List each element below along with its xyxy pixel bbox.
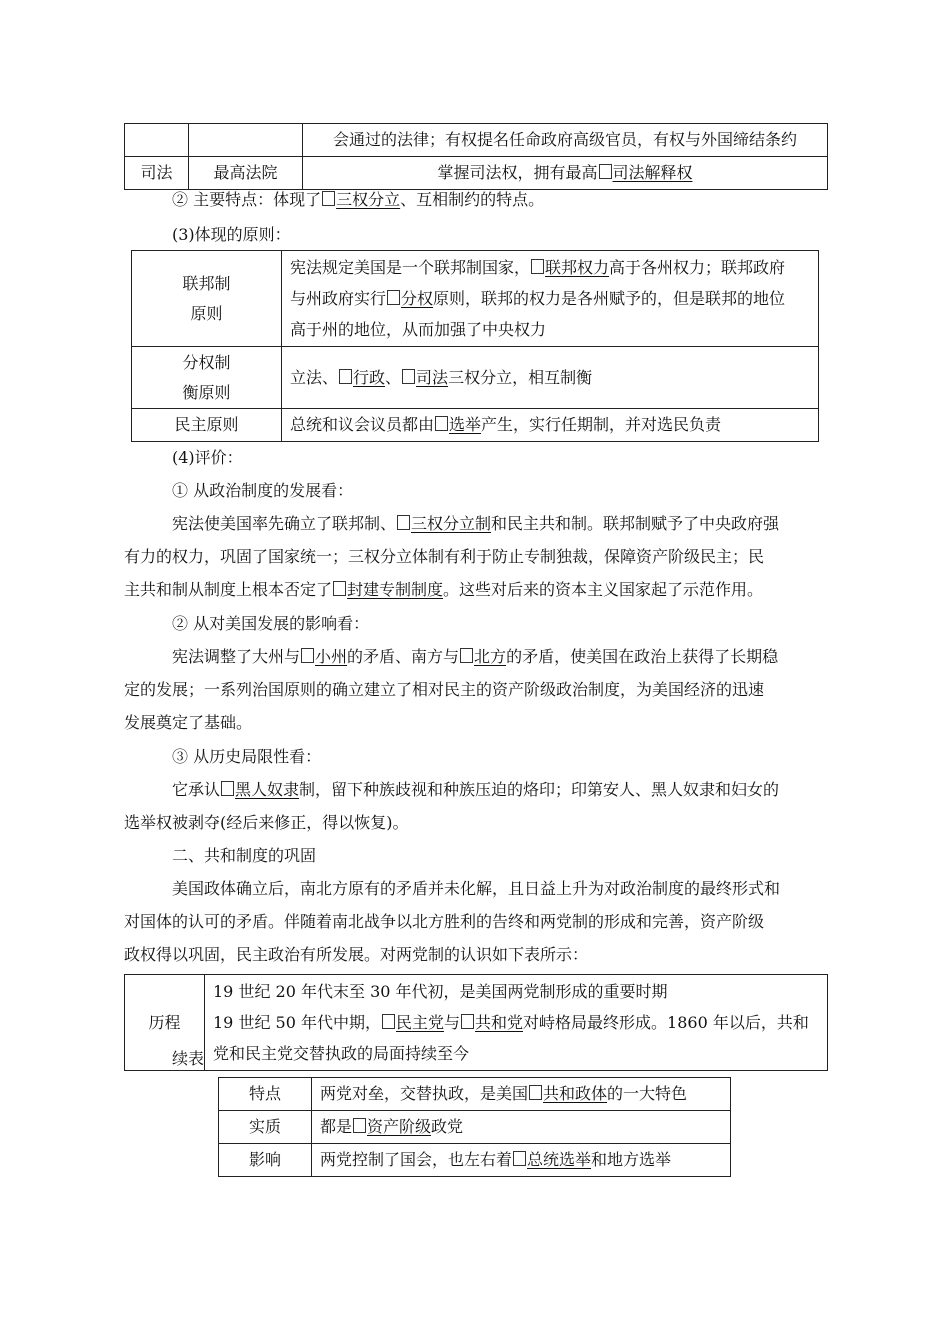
text: 宪法调整了大州与 — [172, 647, 301, 666]
table-cell: 司法 — [125, 157, 189, 190]
text: 、互相制约的特点。 — [400, 190, 545, 209]
table-header-cell: 特点 — [219, 1078, 312, 1111]
continued-label: 续表 — [172, 1049, 205, 1068]
principles-table — [131, 250, 819, 442]
answer-text: 三权分立制 — [411, 514, 492, 533]
text: 三权分立，相互制衡 — [448, 367, 593, 387]
text: 与 — [444, 1013, 461, 1032]
cell-line — [290, 283, 810, 314]
text: 原则，联邦的权力是各州赋予的，但是联邦的地位 — [433, 289, 786, 308]
cell-line: 19 世纪 20 年代末至 30 年代初，是美国两党制形成的重要时期 — [213, 982, 668, 1001]
text: 和民主共和制。联邦制赋予了中央政府强 — [491, 514, 780, 533]
blank-box — [397, 515, 410, 530]
text: 两党对垒，交替执政，是美国 — [320, 1084, 529, 1103]
paragraph-line: 有力的权力，巩固了国家统一；三权分立体制有利于防止专制独裁，保障资产阶级民主；民 — [124, 547, 765, 566]
text: 的矛盾、南方与 — [347, 647, 460, 666]
cell-line — [290, 252, 810, 283]
header-text: 联邦制 — [182, 273, 231, 293]
section-heading: (3)体现的原则： — [172, 225, 291, 244]
table-cell — [205, 975, 828, 1071]
header-text: 原则 — [190, 303, 223, 323]
table-header-cell: 民主原则 — [132, 409, 282, 442]
blank-box — [301, 648, 314, 663]
text: 19 世纪 50 年代中期， — [213, 1013, 381, 1032]
blank-box — [339, 369, 352, 384]
text: 都是 — [320, 1117, 353, 1136]
text: 政党 — [431, 1117, 464, 1136]
blank-box — [599, 164, 612, 179]
table-cell — [282, 347, 819, 409]
table-header-cell: 影响 — [219, 1144, 312, 1177]
table-header-cell: 实质 — [219, 1111, 312, 1144]
text: 对峙格局最终形成。1860 年以后，共和 — [523, 1013, 809, 1032]
paragraph-line — [172, 773, 779, 807]
government-structure-table-continued — [124, 123, 828, 190]
blank-box — [221, 781, 234, 796]
sub-heading: ① 从政治制度的发展看： — [172, 481, 354, 500]
table-header-cell — [132, 347, 282, 409]
paragraph-line — [172, 640, 778, 674]
table-cell — [312, 1078, 731, 1111]
header-text: 衡原则 — [182, 382, 231, 402]
two-party-summary-table — [218, 1077, 731, 1177]
blank-box — [460, 648, 473, 663]
answer-text: 共和党 — [475, 1013, 524, 1032]
text: 产生，实行任期制，并对选民负责 — [481, 415, 722, 434]
blank-box — [513, 1151, 526, 1166]
table-header-cell: 历程 — [125, 975, 205, 1071]
two-party-history-table — [124, 974, 828, 1071]
answer-text: 总统选举 — [527, 1150, 592, 1169]
cell-line — [213, 1007, 819, 1038]
text: 、 — [385, 367, 402, 387]
blank-box — [531, 259, 544, 274]
header-text: 分权制 — [182, 352, 231, 372]
cell-line: 高于州的地位，从而加强了中央权力 — [290, 320, 547, 339]
text: 的矛盾，使美国在政治上获得了长期稳 — [506, 647, 779, 666]
paragraph-line — [124, 573, 763, 607]
blank-box — [387, 290, 400, 305]
answer-text: 司法解释权 — [612, 163, 693, 182]
table-cell — [282, 251, 819, 347]
text: 制，留下种族歧视和种族压迫的烙印；印第安人、黑人奴隶和妇女的 — [299, 780, 780, 799]
answer-text: 民主党 — [395, 1013, 444, 1032]
text: 与州政府实行 — [290, 289, 387, 308]
blank-box — [529, 1085, 542, 1100]
cell-line: 党和民主党交替执政的局面持续至今 — [213, 1044, 470, 1063]
table-cell — [189, 124, 303, 157]
paragraph-line: 政权得以巩固，民主政治有所发展。对两党制的认识如下表所示： — [124, 945, 589, 964]
text: 它承认 — [172, 780, 221, 799]
answer-text: 黑人奴隶 — [235, 780, 300, 799]
answer-text: 选举 — [449, 415, 482, 434]
table-cell — [125, 124, 189, 157]
text: 。这些对后来的资本主义国家起了示范作用。 — [443, 580, 764, 599]
answer-text: 封建专制制度 — [347, 580, 444, 599]
answer-text: 小州 — [315, 647, 348, 666]
table-cell — [312, 1144, 731, 1177]
cell-text: 掌握司法权，拥有最高 — [437, 163, 598, 182]
paragraph-line: 美国政体确立后，南北方原有的矛盾并未化解，且日益上升为对政治制度的最终形式和 — [172, 879, 781, 898]
text: 的一大特色 — [607, 1084, 688, 1103]
answer-text: 行政 — [353, 367, 386, 387]
section-heading: 二、共和制度的巩固 — [172, 846, 317, 865]
table-cell — [312, 1111, 731, 1144]
blank-box — [402, 369, 415, 384]
text: 高于各州权力；联邦政府 — [609, 258, 786, 277]
table-cell: 最高法院 — [189, 157, 303, 190]
answer-text: 联邦权力 — [545, 258, 610, 277]
text: 宪法使美国率先确立了联邦制、 — [172, 514, 397, 533]
table-cell — [282, 409, 819, 442]
answer-text: 共和政体 — [543, 1084, 608, 1103]
table-cell: 会通过的法律；有权提名任命政府高级官员，有权与外国缔结条约 — [303, 124, 828, 157]
text: 主共和制从制度上根本否定了 — [124, 580, 333, 599]
blank-box — [382, 1014, 395, 1029]
sub-heading: ② 从对美国发展的影响看： — [172, 614, 370, 633]
text: ② 主要特点：体现了 — [172, 190, 322, 209]
blank-box — [435, 416, 448, 431]
blank-box — [353, 1118, 366, 1133]
answer-text: 资产阶级 — [367, 1117, 432, 1136]
text: 立法、 — [290, 367, 339, 387]
paragraph-line — [172, 507, 779, 541]
text: 宪法规定美国是一个联邦制国家， — [290, 258, 531, 277]
answer-text: 三权分立 — [336, 190, 401, 209]
paragraph-line: 定的发展；一系列治国原则的确立建立了相对民主的资产阶级政治制度，为美国经济的迅速 — [124, 680, 765, 699]
blank-box — [322, 191, 335, 206]
paragraph-line: 选举权被剥夺(经后来修正，得以恢复)。 — [124, 813, 409, 832]
text: 和地方选举 — [591, 1150, 672, 1169]
text: 两党控制了国会，也左右着 — [320, 1150, 513, 1169]
text: 总统和议会议员都由 — [290, 415, 435, 434]
blank-box — [461, 1014, 474, 1029]
blank-box — [333, 581, 346, 596]
main-feature-line — [172, 183, 544, 217]
sub-heading: ③ 从历史局限性看： — [172, 747, 322, 766]
table-header-cell — [132, 251, 282, 347]
answer-text: 北方 — [474, 647, 507, 666]
paragraph-line: 发展奠定了基础。 — [124, 713, 253, 732]
section-heading: (4)评价： — [172, 448, 243, 467]
answer-text: 分权 — [401, 289, 434, 308]
answer-text: 司法 — [416, 367, 449, 387]
paragraph-line: 对国体的认可的矛盾。伴随着南北战争以北方胜利的告终和两党制的形成和完善，资产阶级 — [124, 912, 765, 931]
